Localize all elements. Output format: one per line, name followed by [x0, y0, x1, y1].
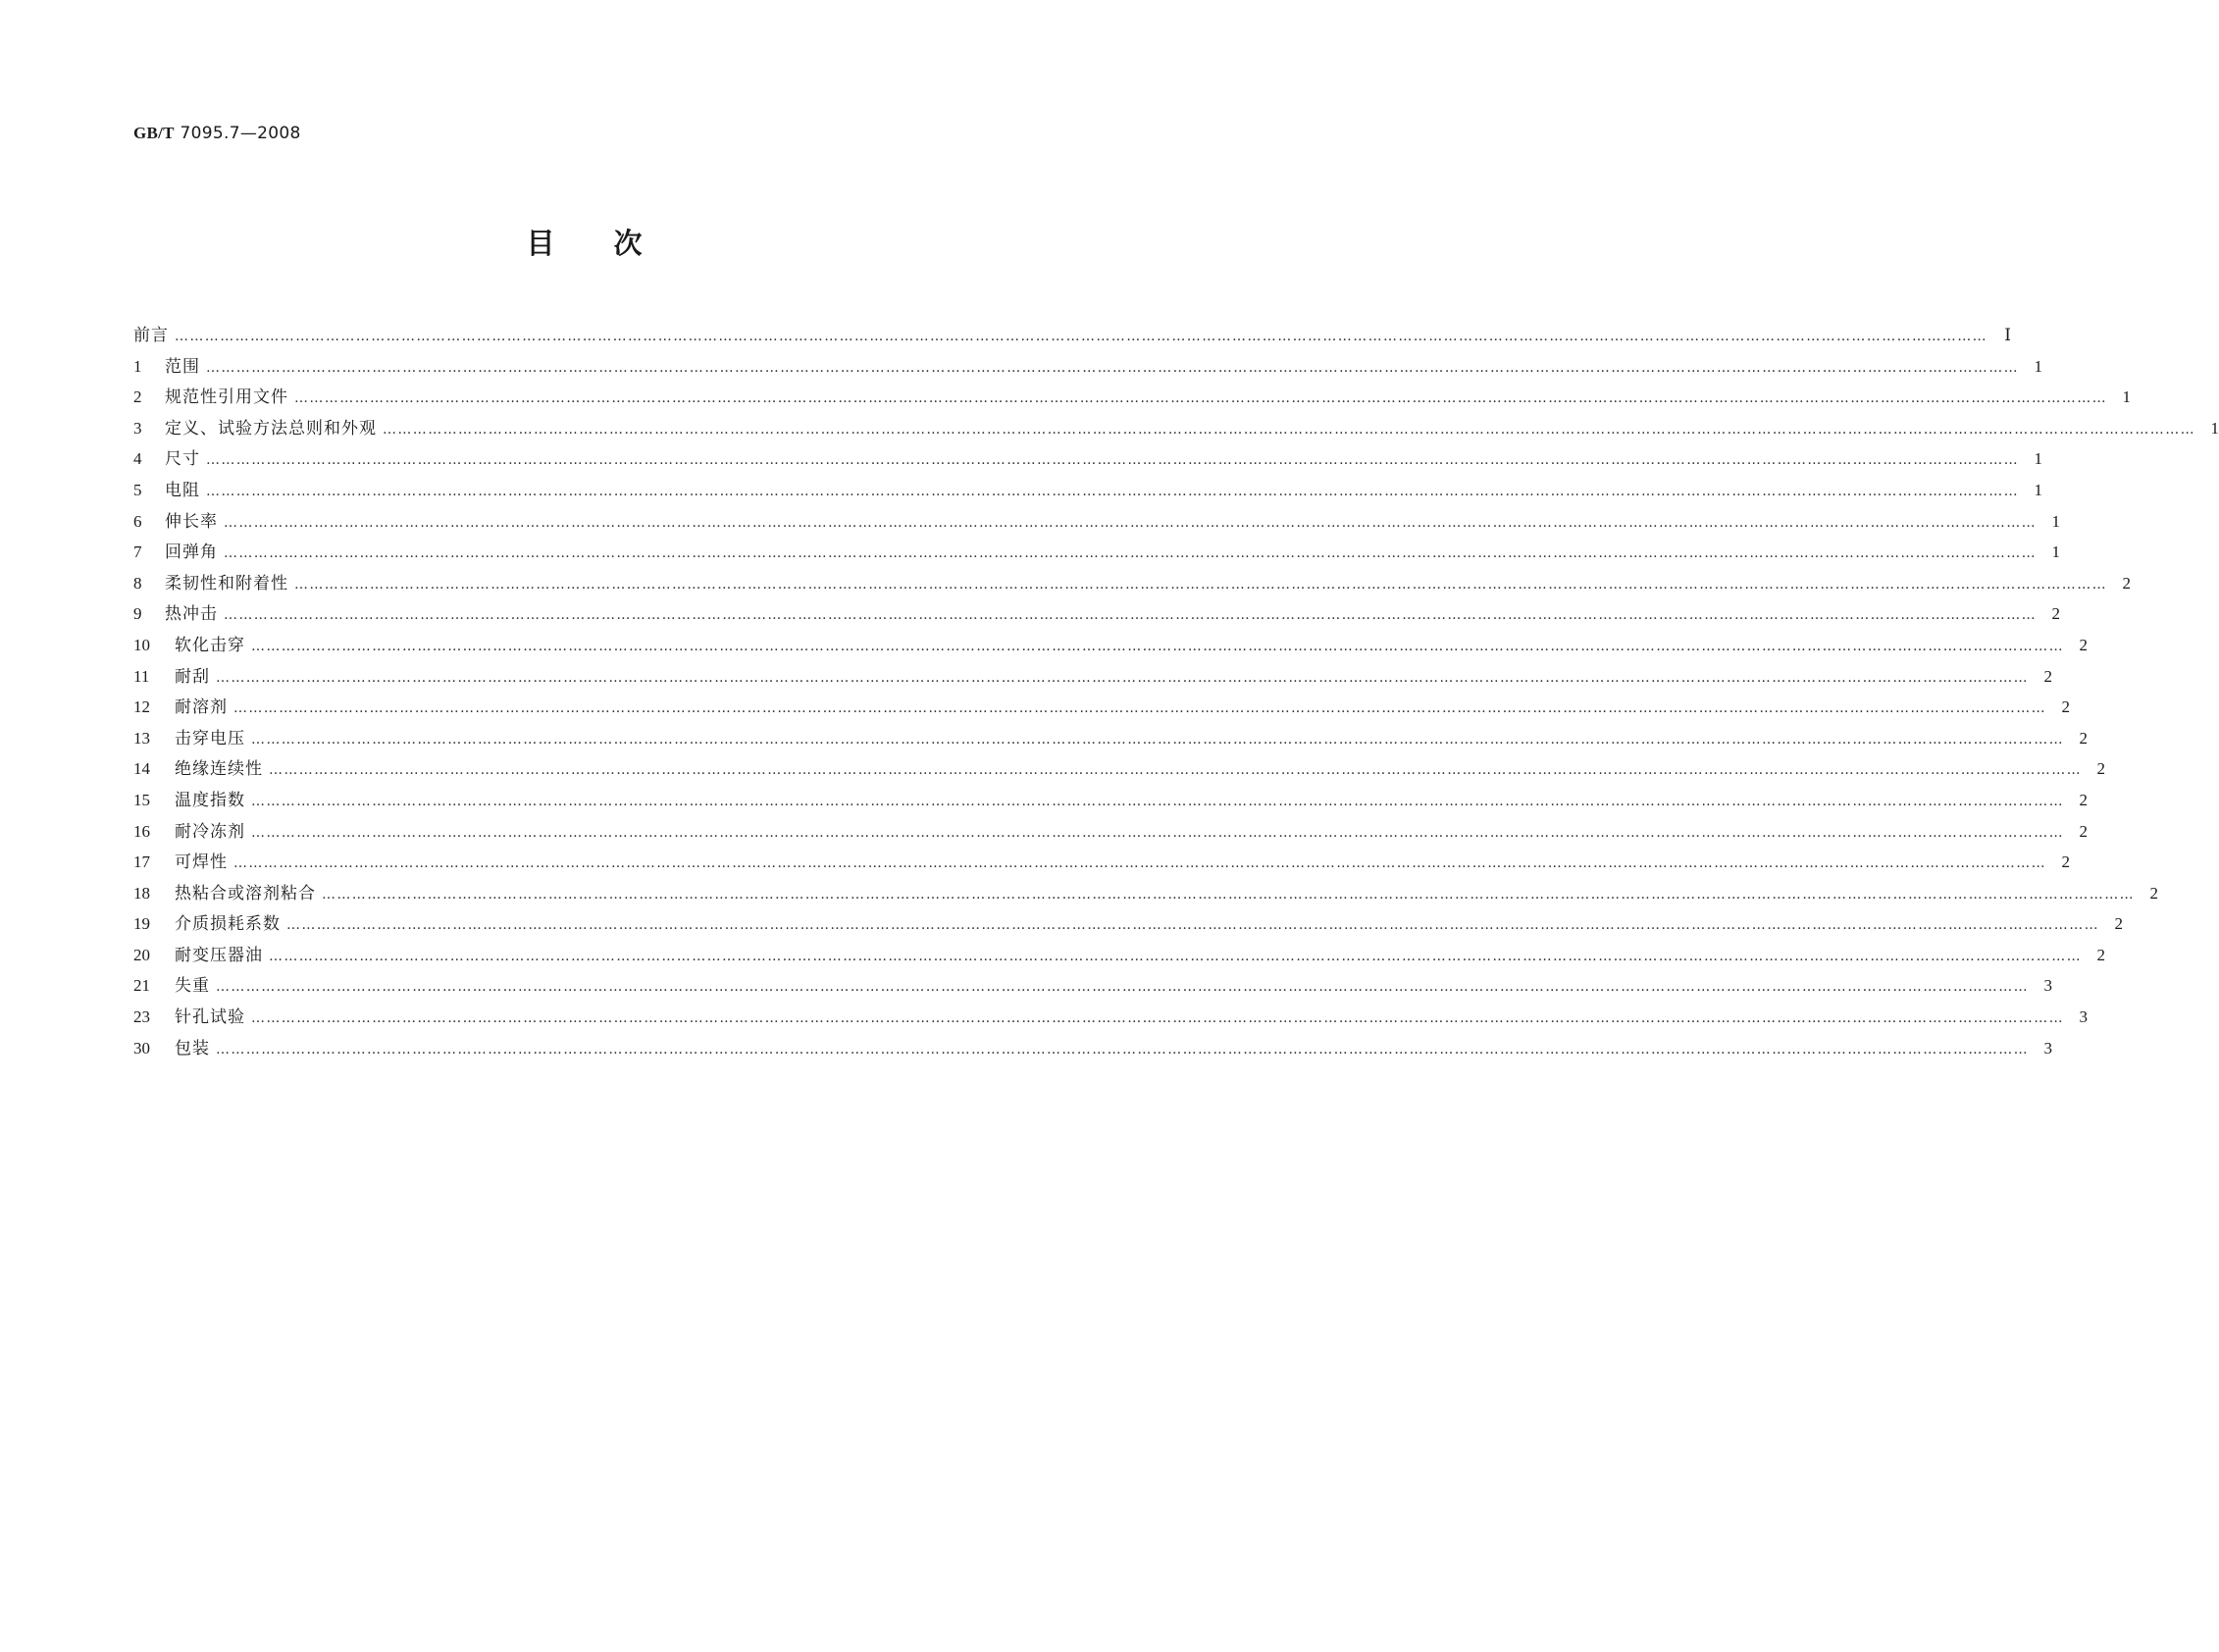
toc-entry-page: 2	[2149, 883, 2158, 903]
toc-entry-page: 2	[2096, 759, 2105, 779]
toc-title-char-1: 目	[526, 227, 555, 260]
toc-entry-page: 2	[2079, 821, 2088, 841]
dot-leader: ………………………………………………………………………………………………………………………………………………………………………………………………………………………………………………………………………………………………………………………………	[251, 731, 2064, 748]
toc-entry-page: 2	[2079, 790, 2088, 809]
toc-entry-label: 范围	[165, 356, 200, 377]
toc-entry[interactable]	[133, 538, 2060, 569]
toc-entry-label: 柔韧性和附着性	[165, 573, 288, 594]
toc-entry[interactable]	[133, 1003, 2088, 1034]
toc-entry-number: 23	[133, 1007, 150, 1027]
toc-entry-page: 2	[2061, 697, 2070, 717]
dot-leader: ………………………………………………………………………………………………………………………………………………………………………………………………………………………………………………………………………………………………………………………………	[216, 1041, 2029, 1058]
toc-entry-page: 2	[2122, 573, 2131, 593]
toc-entry[interactable]	[133, 754, 2105, 786]
toc-entry-number: 11	[133, 666, 150, 686]
toc-entry-number: 8	[133, 573, 142, 593]
toc-entry-page: 3	[2079, 1007, 2088, 1027]
toc-entry-page: 2	[2096, 945, 2105, 964]
toc-entry[interactable]	[133, 848, 2070, 879]
toc-entry[interactable]	[133, 941, 2105, 972]
dot-leader: ………………………………………………………………………………………………………………………………………………………………………………………………………………………………………………………………………………………………………………………………	[251, 1010, 2064, 1027]
toc-entry[interactable]	[133, 631, 2088, 662]
toc-entry-label: 耐溶剂	[175, 697, 228, 718]
toc-entry-number: 13	[133, 728, 150, 748]
toc-entry-page: 1	[2034, 449, 2042, 469]
toc-entry-number: 3	[133, 418, 142, 438]
toc-entry-number: 14	[133, 759, 150, 779]
toc-entry[interactable]	[133, 662, 2052, 694]
toc-entry-number: 30	[133, 1038, 150, 1058]
dot-leader: ………………………………………………………………………………………………………………………………………………………………………………………………………………………………………………………………………………………………………………………………	[294, 576, 2107, 593]
dot-leader: ………………………………………………………………………………………………………………………………………………………………………………………………………………………………………………………………………………………………………………………………	[206, 359, 2019, 376]
toc-title-char-2: 次	[613, 227, 643, 260]
dot-leader: ………………………………………………………………………………………………………………………………………………………………………………………………………………………………………………………………………………………………………………………………	[206, 483, 2019, 499]
toc-entry-page: 1	[2051, 511, 2060, 531]
toc-entry-page: 3	[2043, 1038, 2052, 1058]
toc-entry[interactable]	[133, 879, 2158, 910]
toc-entry-number: 16	[133, 821, 150, 841]
toc-entry-preface[interactable]	[133, 321, 2011, 352]
toc-entry-label: 耐刮	[175, 666, 210, 687]
toc-entry-page: 1	[2034, 356, 2042, 376]
toc-entry-label: 回弹角	[165, 542, 218, 563]
toc-entry[interactable]	[133, 786, 2088, 817]
toc-entry-label: 温度指数	[175, 790, 245, 810]
dot-leader: ………………………………………………………………………………………………………………………………………………………………………………………………………………………………………………………………………………………………………………………………	[286, 917, 2099, 934]
dot-leader: ………………………………………………………………………………………………………………………………………………………………………………………………………………………………………………………………………………………………………………………………	[224, 545, 2037, 562]
toc-entry-page: 2	[2079, 635, 2088, 654]
toc-entry-number: 15	[133, 790, 150, 809]
toc-entry-label: 可焊性	[175, 852, 228, 873]
toc-entry[interactable]	[133, 1034, 2052, 1065]
toc-entry-label: 软化击穿	[175, 635, 245, 655]
toc-entry-label: 包装	[175, 1038, 210, 1058]
standard-code	[133, 124, 301, 143]
toc-entry-page: 1	[2210, 418, 2219, 438]
toc-entry-page: 2	[2061, 852, 2070, 872]
toc-entry-number: 4	[133, 449, 142, 469]
toc-entry[interactable]	[133, 352, 2042, 384]
toc-entry-page: 1	[2051, 542, 2060, 562]
toc-entry[interactable]	[133, 444, 2042, 476]
dot-leader: ………………………………………………………………………………………………………………………………………………………………………………………………………………………………………………………………………………………………………………………………	[251, 638, 2064, 654]
toc-entry[interactable]	[133, 414, 2219, 445]
toc-entry-number: 7	[133, 542, 142, 562]
toc-entry[interactable]	[133, 971, 2052, 1003]
toc-entry-label: 击穿电压	[175, 728, 245, 749]
toc-entry-number: 1	[133, 356, 142, 376]
toc-entry-label: 绝缘连续性	[175, 759, 263, 780]
toc-entry-label: 规范性引用文件	[165, 387, 288, 408]
dot-leader: ………………………………………………………………………………………………………………………………………………………………………………………………………………………………………………………………………………………………………………………………	[233, 700, 2046, 717]
dot-leader: ………………………………………………………………………………………………………………………………………………………………………………………………………………………………………………………………………………………………………………………………	[216, 669, 2029, 686]
toc-entry-label: 伸长率	[165, 511, 218, 532]
standard-prefix: GB/T	[133, 124, 175, 142]
toc-entry-page: 2	[2079, 728, 2088, 748]
toc-entry-label: 耐冷冻剂	[175, 821, 245, 842]
dot-leader: ………………………………………………………………………………………………………………………………………………………………………………………………………………………………………………………………………………………………………………………………	[322, 886, 2135, 903]
toc-entry-label: 介质损耗系数	[175, 914, 281, 935]
toc-entry-page: 2	[2114, 914, 2123, 934]
dot-leader: ………………………………………………………………………………………………………………………………………………………………………………………………………………………………………………………………………………………………………………………………	[251, 824, 2064, 841]
toc-entry-label: 尺寸	[165, 449, 200, 470]
toc-entry-number: 21	[133, 976, 150, 996]
toc-entry-page: 1	[2122, 387, 2131, 407]
toc-entry[interactable]	[133, 693, 2070, 724]
toc-entry-page: 1	[2034, 480, 2042, 499]
toc-entry-page: 2	[2043, 666, 2052, 686]
toc-list	[133, 321, 2219, 1064]
toc-entry-label: 耐变压器油	[175, 945, 263, 965]
dot-leader: ………………………………………………………………………………………………………………………………………………………………………………………………………………………………………………………………………………………………………………………………	[233, 855, 2046, 872]
dot-leader: ………………………………………………………………………………………………………………………………………………………………………………………………………………………………………………………………………………………………………………………………	[251, 793, 2064, 809]
toc-entry-number: 12	[133, 697, 150, 717]
toc-entry-number: 18	[133, 883, 150, 903]
dot-leader: ………………………………………………………………………………………………………………………………………………………………………………………………………………………………………………………………………………………………………………………………	[216, 979, 2029, 996]
dot-leader: ………………………………………………………………………………………………………………………………………………………………………………………………………………………………………………………………………………………………………………………………	[224, 607, 2037, 624]
dot-leader: ………………………………………………………………………………………………………………………………………………………………………………………………………………………………………………………………………………………………………………………………	[294, 390, 2107, 407]
toc-title	[0, 222, 1168, 262]
toc-entry-number: 19	[133, 914, 150, 934]
toc-entry[interactable]	[133, 599, 2060, 631]
dot-leader: ………………………………………………………………………………………………………………………………………………………………………………………………………………………………………………………………………………………………………………………………	[224, 514, 2037, 531]
toc-entry-number: 9	[133, 604, 142, 624]
toc-entry-label: 热粘合或溶剂粘合	[175, 883, 316, 903]
toc-entry-label: 电阻	[165, 480, 200, 500]
toc-entry-number: 17	[133, 852, 150, 872]
toc-entry-page: 3	[2043, 976, 2052, 996]
toc-entry[interactable]	[133, 383, 2131, 414]
toc-entry-number: 20	[133, 945, 150, 964]
toc-entry[interactable]	[133, 569, 2131, 600]
toc-entry-label: 热冲击	[165, 604, 218, 625]
toc-entry-label: 针孔试验	[175, 1007, 245, 1028]
dot-leader: ………………………………………………………………………………………………………………………………………………………………………………………………………………………………………………………………………………………………………………………………	[206, 452, 2019, 469]
toc-entry-number: 2	[133, 387, 142, 407]
dot-leader: ………………………………………………………………………………………………………………………………………………………………………………………………………………………………………………………………………………………………………………………………	[269, 948, 2082, 964]
dot-leader: ………………………………………………………………………………………………………………………………………………………………………………………………………………………………………………………………………………………………………………………………	[175, 329, 1987, 344]
toc-entry-label: 失重	[175, 976, 210, 997]
toc-entry-page: 2	[2051, 604, 2060, 624]
toc-entry-label: 前言	[133, 326, 169, 345]
toc-entry-label: 定义、试验方法总则和外观	[165, 418, 377, 439]
toc-entry[interactable]	[133, 909, 2123, 941]
toc-entry-number: 10	[133, 635, 150, 654]
toc-entry[interactable]	[133, 476, 2042, 507]
toc-entry[interactable]	[133, 724, 2088, 755]
dot-leader: ………………………………………………………………………………………………………………………………………………………………………………………………………………………………………………………………………………………………………………………………	[383, 421, 2195, 438]
standard-number: 7095.7—2008	[180, 124, 301, 143]
toc-entry[interactable]	[133, 817, 2088, 849]
toc-entry-number: 6	[133, 511, 142, 531]
toc-entry-number: 5	[133, 480, 142, 499]
dot-leader: ………………………………………………………………………………………………………………………………………………………………………………………………………………………………………………………………………………………………………………………………	[269, 762, 2082, 779]
toc-entry-page: Ⅰ	[2004, 326, 2011, 344]
toc-entry[interactable]	[133, 507, 2060, 539]
